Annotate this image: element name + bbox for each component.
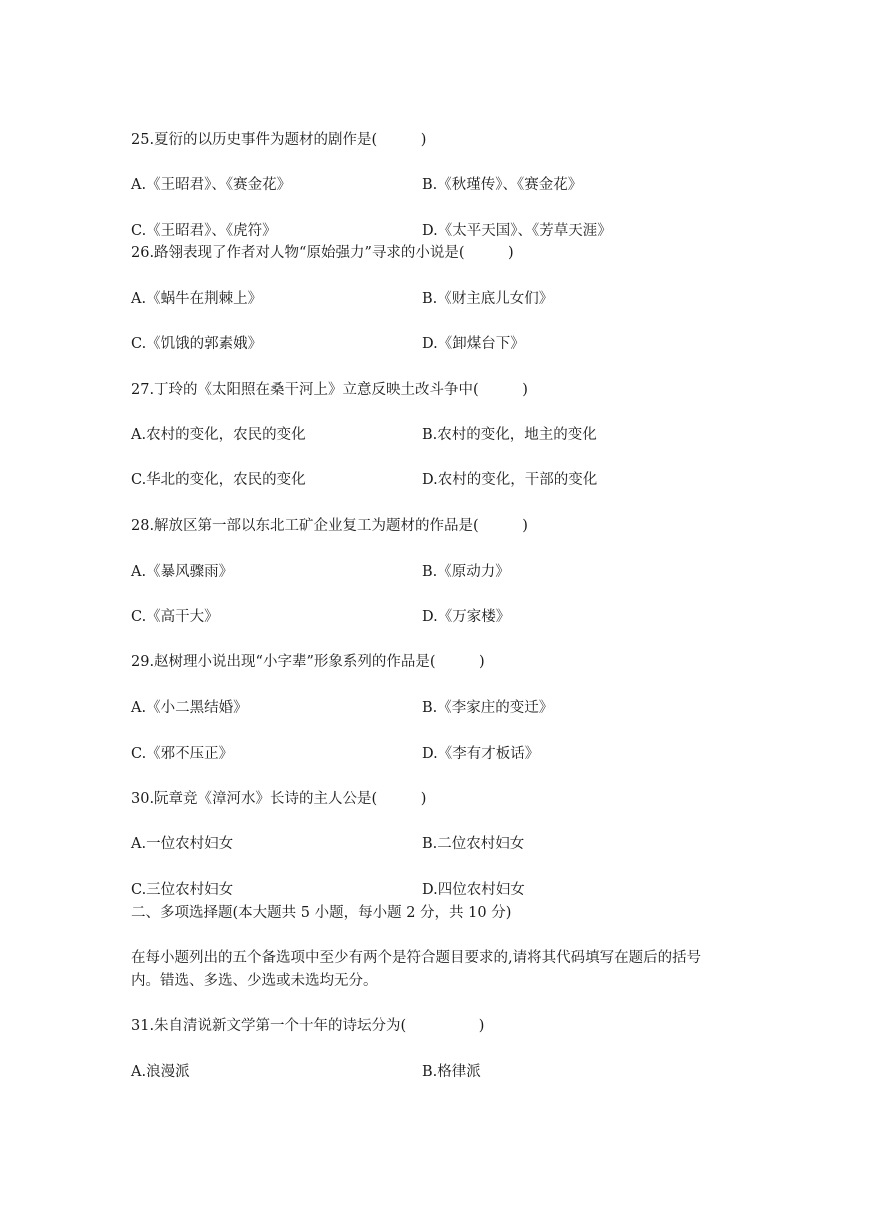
question-28-option-c: C.《高干大》 [131,609,219,625]
section-heading: 二、多项选择题(本大题共 5 小题，每小题 2 分，共 10 分) [131,905,512,921]
question-26-option-b: B.《财主底儿女们》 [422,291,554,307]
question-25-option-a: A.《王昭君》、《赛金花》 [131,177,292,193]
question-29-option-a: A.《小二黑结婚》 [131,700,248,716]
question-28-stem: 28.解放区第一部以东北工矿企业复工为题材的作品是( ) [131,518,528,534]
question-29-option-c: C.《邪不压正》 [131,746,234,762]
question-29-stem: 29.赵树理小说出现“小字辈”形象系列的作品是( ) [131,654,485,670]
question-27-option-c: C.华北的变化，农民的变化 [131,472,306,488]
question-25-option-c: C.《王昭君》、《虎符》 [131,223,277,239]
question-29-option-d: D.《李有才板话》 [422,746,540,762]
question-26-stem: 26.路翎表现了作者对人物“原始强力”寻求的小说是( ) [131,245,514,261]
question-27-option-d: D.农村的变化，干部的变化 [422,472,598,488]
question-30-stem: 30.阮章竞《漳河水》长诗的主人公是( ) [131,791,427,807]
question-26-option-a: A.《蜗牛在荆棘上》 [131,291,263,307]
question-30-option-c: C.三位农村妇女 [131,882,234,898]
question-27-option-b: B.农村的变化，地主的变化 [422,427,597,443]
question-25-stem: 25.夏衍的以历史事件为题材的剧作是( ) [131,132,427,148]
question-28-option-d: D.《万家楼》 [422,609,511,625]
question-25-option-d: D.《太平天国》、《芳草天涯》 [422,223,612,239]
question-31-option-b: B.格律派 [422,1064,481,1080]
question-27-option-a: A.农村的变化，农民的变化 [131,427,306,443]
question-30-option-b: B.二位农村妇女 [422,836,525,852]
question-30-option-d: D.四位农村妇女 [422,882,525,898]
question-30-option-a: A.一位农村妇女 [131,836,234,852]
question-28-option-b: B.《原动力》 [422,564,510,580]
question-27-stem: 27.丁玲的《太阳照在桑干河上》立意反映土改斗争中( ) [131,382,528,398]
question-29-option-b: B.《李家庄的变迁》 [422,700,554,716]
question-26-option-d: D.《卸煤台下》 [422,336,525,352]
question-26-option-c: C.《饥饿的郭素娥》 [131,336,263,352]
section-instruction-line-2: 内。错选、多选、少选或未选均无分。 [131,973,378,989]
question-25-option-b: B.《秋瑾传》、《赛金花》 [422,177,583,193]
question-31-option-a: A.浪漫派 [131,1064,190,1080]
question-31-stem: 31.朱自清说新文学第一个十年的诗坛分为( ) [131,1018,485,1034]
section-instruction-line-1: 在每小题列出的五个备选项中至少有两个是符合题目要求的,请将其代码填写在题后的括号 [131,950,702,966]
question-28-option-a: A.《暴风骤雨》 [131,564,234,580]
